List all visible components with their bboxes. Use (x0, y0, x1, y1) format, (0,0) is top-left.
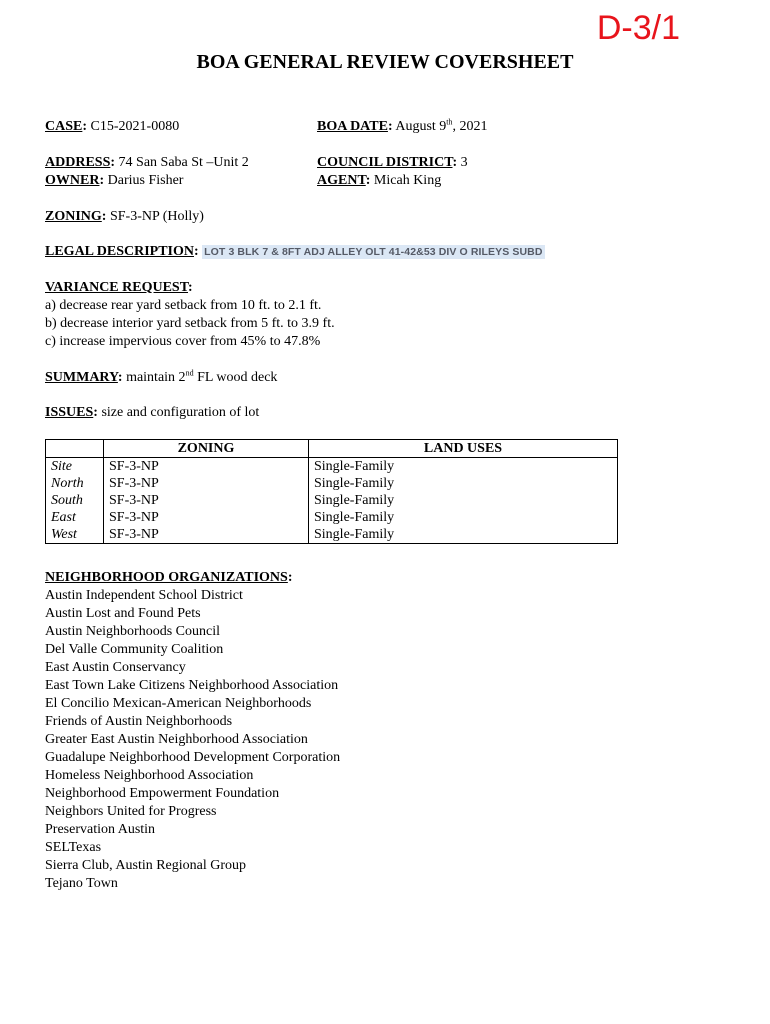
page-code: D-3/1 (596, 9, 680, 47)
land-use-cell: Single-Family (309, 458, 618, 476)
boa-date-field: BOA DATE: August 9th, 2021 (317, 117, 488, 134)
location-cell: North (46, 475, 104, 492)
land-use-cell: Single-Family (309, 492, 618, 509)
list-item: Austin Lost and Found Pets (45, 606, 201, 621)
zoning-value: SF-3-NP (Holly) (109, 209, 204, 224)
zoning-label: ZONING (45, 209, 102, 224)
council-district-value: 3 (460, 155, 468, 170)
list-item: Guadalupe Neighborhood Development Corporation (45, 750, 341, 765)
owner-label: OWNER (45, 173, 100, 188)
list-item: Tejano Town (45, 876, 118, 891)
list-item: East Austin Conservancy (45, 660, 186, 675)
summary-suffix: nd (185, 368, 194, 378)
agent-label: AGENT (317, 173, 366, 188)
case-label: CASE (45, 119, 83, 134)
summary-label: SUMMARY (45, 370, 118, 385)
variance-item: c) increase impervious cover from 45% to 47.8% (45, 334, 321, 349)
issues-value: size and configuration of lot (101, 405, 260, 420)
issues-field: ISSUES: size and configuration of lot (45, 405, 260, 420)
legal-description-field: LEGAL DESCRIPTION: LOT 3 BLK 7 & 8FT ADJ ALLEY OLT 41-42&53 DIV O RILEYS SUBD (45, 244, 543, 259)
list-item: Sierra Club, Austin Regional Group (45, 858, 247, 873)
table-row (46, 492, 618, 509)
address-value: 74 San Saba St –Unit 2 (118, 155, 249, 170)
table-header-row (46, 440, 618, 458)
boa-date-suffix: th (446, 117, 453, 127)
legal-description-value: LOT 3 BLK 7 & 8FT ADJ ALLEY OLT 41-42&53 DIV O RILEYS SUBD (204, 246, 543, 258)
list-item: El Concilio Mexican-American Neighborhoods (45, 696, 312, 711)
zoning-field: ZONING: SF-3-NP (Holly) (45, 209, 204, 224)
location-cell: South (46, 492, 104, 509)
variance-request-label: VARIANCE REQUEST (45, 280, 189, 295)
list-item: East Town Lake Citizens Neighborhood Association (45, 678, 339, 693)
land-use-cell: Single-Family (309, 509, 618, 526)
page-title: BOA GENERAL REVIEW COVERSHEET (196, 51, 574, 73)
summary-value-end: FL wood deck (193, 370, 278, 385)
variance-request-section: VARIANCE REQUEST: a) decrease rear yard setback from 10 ft. to 2.1 ft. b) decrease interior yard setback from 5 ft. to 3.9 ft. c) increase impervious cover from 45% to 47.8% (45, 280, 335, 349)
list-item: Del Valle Community Coalition (45, 642, 224, 657)
list-item: Preservation Austin (45, 822, 156, 837)
list-item: Neighbors United for Progress (45, 804, 217, 819)
owner-value: Darius Fisher (107, 173, 184, 188)
issues-label: ISSUES (45, 405, 94, 420)
council-district-label: COUNCIL DISTRICT (317, 155, 453, 170)
list-item: Austin Independent School District (45, 588, 243, 603)
summary-field: SUMMARY: maintain 2nd FL wood deck (45, 368, 278, 385)
table-header-land-uses: LAND USES (309, 440, 618, 458)
zoning-cell: SF-3-NP (104, 492, 309, 509)
legal-description-label: LEGAL DESCRIPTION (45, 244, 194, 259)
case-field: CASE: C15-2021-0080 (45, 119, 180, 134)
boa-date-value: August 9 (395, 119, 447, 134)
table-header-zoning: ZONING (104, 440, 309, 458)
variance-item: b) decrease interior yard setback from 5 ft. to 3.9 ft. (45, 316, 335, 331)
location-cell: West (46, 526, 104, 544)
table-row (46, 475, 618, 492)
zoning-cell: SF-3-NP (104, 458, 309, 476)
agent-value: Micah King (373, 173, 442, 188)
case-value: C15-2021-0080 (90, 119, 180, 134)
land-use-cell: Single-Family (309, 475, 618, 492)
list-item: Neighborhood Empowerment Foundation (45, 786, 280, 801)
location-cell: East (46, 509, 104, 526)
address-field: ADDRESS: 74 San Saba St –Unit 2 (45, 155, 249, 170)
zoning-table (45, 439, 618, 544)
list-item: Friends of Austin Neighborhoods (45, 714, 233, 729)
table-row (46, 509, 618, 526)
boa-date-year: , 2021 (452, 119, 488, 134)
neighborhood-organizations-section: NEIGHBORHOOD ORGANIZATIONS: Austin Independent School District Austin Lost and Found Pets Austin Neighborhoods Council Del Valle Community Coalition East Austin Conservancy East Town Lake Citizens Neighborhood Association El Concilio Mexican-American Neighborhoods Friends of Austin Neighborhoods Greater East Austin Neighborhood Association Guadalupe Neighborhood Development Corporation Homeless Neighborhood Association Neighborhood Empowerment Foundation Neighbors United for Progress Preservation Austin SELTexas Sierra Club, Austin Regional Group Tejano Town (45, 570, 341, 891)
list-item: Greater East Austin Neighborhood Association (45, 732, 308, 747)
list-item: Austin Neighborhoods Council (45, 624, 220, 639)
summary-value: maintain 2 (126, 370, 186, 385)
list-item: Homeless Neighborhood Association (45, 768, 254, 783)
location-cell: Site (46, 458, 104, 476)
variance-item: a) decrease rear yard setback from 10 ft. to 2.1 ft. (45, 298, 322, 313)
owner-field: OWNER: Darius Fisher (45, 173, 184, 188)
zoning-cell: SF-3-NP (104, 475, 309, 492)
table-header-blank (46, 440, 104, 458)
neighborhood-organizations-label: NEIGHBORHOOD ORGANIZATIONS (45, 570, 288, 585)
table-row (46, 526, 618, 544)
land-use-cell: Single-Family (309, 526, 618, 544)
list-item: SELTexas (45, 840, 102, 855)
agent-field: AGENT: Micah King (317, 173, 442, 188)
table-row (46, 458, 618, 476)
address-label: ADDRESS (45, 155, 111, 170)
zoning-cell: SF-3-NP (104, 509, 309, 526)
council-district-field: COUNCIL DISTRICT: 3 (317, 155, 468, 170)
boa-date-label: BOA DATE (317, 119, 388, 134)
zoning-cell: SF-3-NP (104, 526, 309, 544)
